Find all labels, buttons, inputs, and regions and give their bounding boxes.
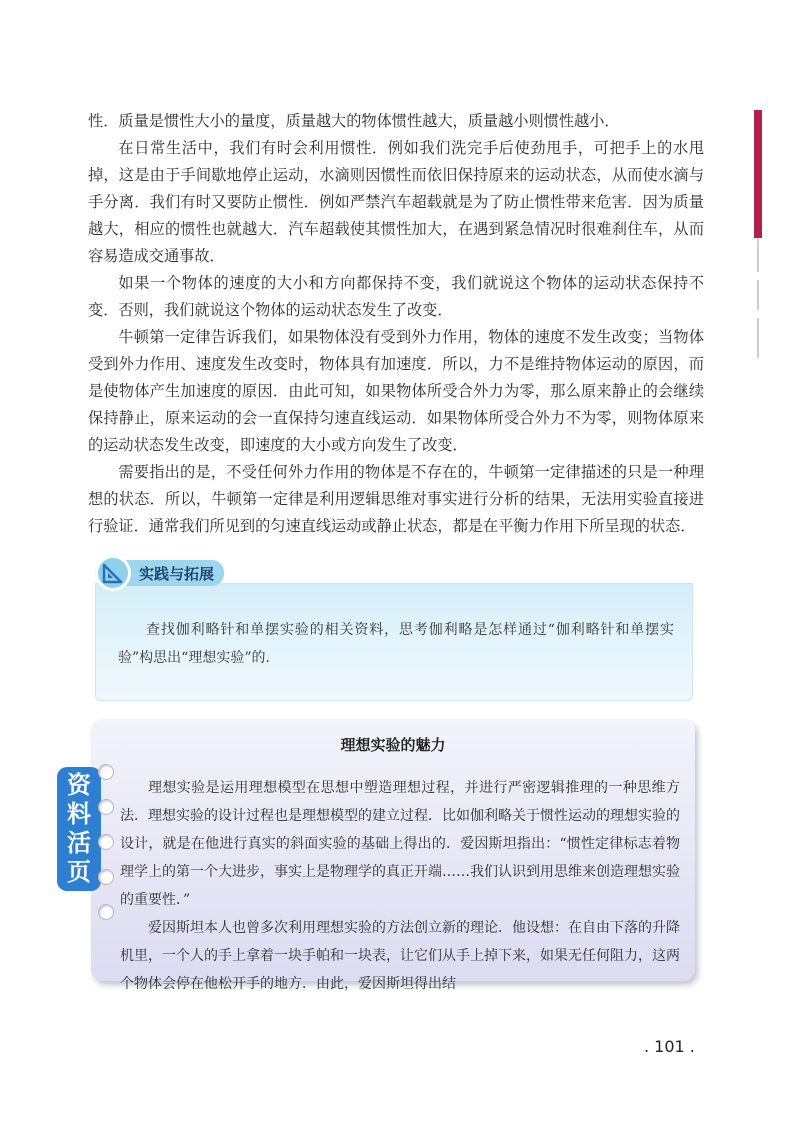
binder-ring-icon [98,904,114,920]
binder-rings [98,764,122,924]
binder-ring-icon [98,799,114,815]
binder-ring-icon [98,834,114,850]
reading-paragraph: 爱因斯坦本人也曾多次利用理想实验的方法创立新的理论．他设想：在自由下落的升降机里，一个人的手上拿着一块手帕和一块表，让它们从手上掉下来，如果无任何阻力，这两个物体会停在他松开手的地方．由此，爱因斯坦得出结 [120,920,680,992]
reading-body [120,774,680,998]
binder-ring-icon [98,869,114,885]
practice-title: 实践与拓展 [125,560,224,586]
main-paragraph: 牛顿第一定律告诉我们，如果物体没有受到外力作用，物体的速度不发生改变；当物体受到外力作用、速度发生改变时，物体具有加速度．所以，力不是维持物体运动的原因，而是使物体产生加速度的原因．由此可知，如果物体所受合外力为零，那么原来静止的会继续保持静止，原来运动的会一直保持匀速直线运动．如果物体所受合外力不为零，则物体原来的运动状态发生改变，即速度的大小或方向发生了改变． [88,328,704,454]
binder-ring-icon [98,764,114,780]
main-paragraph: 在日常生活中，我们有时会利用惯性．例如我们洗完手后使劲甩手，可把手上的水甩掉，这是由于手间歇地停止运动，水滴则因惯性而依旧保持原来的运动状态，从而使水滴与手分离．我们有时又要防止惯性．例如严禁汽车超载就是为了防止惯性带来危害．因为质量越大，相应的惯性也就越大．汽车超载使其惯性加大，在遇到紧急情况时很难刹住车，从而容易造成交通事故． [88,139,704,265]
chapter-accent-bar [754,110,762,238]
practice-text: 查找伽利略针和单摆实验的相关资料，思考伽利略是怎样通过“伽利略针和单摆实验”构思出“理想实验”的． [118,622,674,666]
main-paragraph: 需要指出的是，不受任何外力作用的物体是不存在的，牛顿第一定律描述的只是一种理想的状态．所以，牛顿第一定律是利用逻辑思维对事实进行分析的结果，无法用实验直接进行验证．通常我们所见到的匀速直线运动或静止状态，都是在平衡力作用下所呈现的状态． [88,463,704,535]
side-label-char: 资 [67,771,91,799]
side-label-char: 料 [67,800,91,828]
side-label [57,767,101,891]
reading-title: 理想实验的魅力 [340,736,446,754]
practice-body [118,616,674,672]
reading-paragraph: 理想实验是运用理想模型在思想中塑造理想过程，并进行严密逻辑推理的一种思维方法．理想实验的设计过程也是理想模型的建立过程．比如伽利略关于惯性运动的理想实验的设计，就是在他进行真实的斜面实验的基础上得出的．爱因斯坦指出：“惯性定律标志着物理学上的第一个大进步，事实上是物理学的真正开端……我们认识到用思维来创造理想实验的重要性．” [120,780,680,908]
ruler-triangle-icon [95,555,131,591]
main-text [88,108,704,540]
main-paragraph: 如果一个物体的速度的大小和方向都保持不变，我们就说这个物体的运动状态保持不变．否则，我们就说这个物体的运动状态发生了改变． [88,274,704,319]
page-number: . 101 . [644,1037,695,1056]
side-label-char: 活 [67,829,91,857]
practice-header [95,553,245,593]
chapter-side-tab [750,238,766,358]
side-label-char: 页 [67,858,91,886]
main-paragraph: 性．质量是惯性大小的量度，质量越大的物体惯性越大，质量越小则惯性越小． [88,112,620,130]
